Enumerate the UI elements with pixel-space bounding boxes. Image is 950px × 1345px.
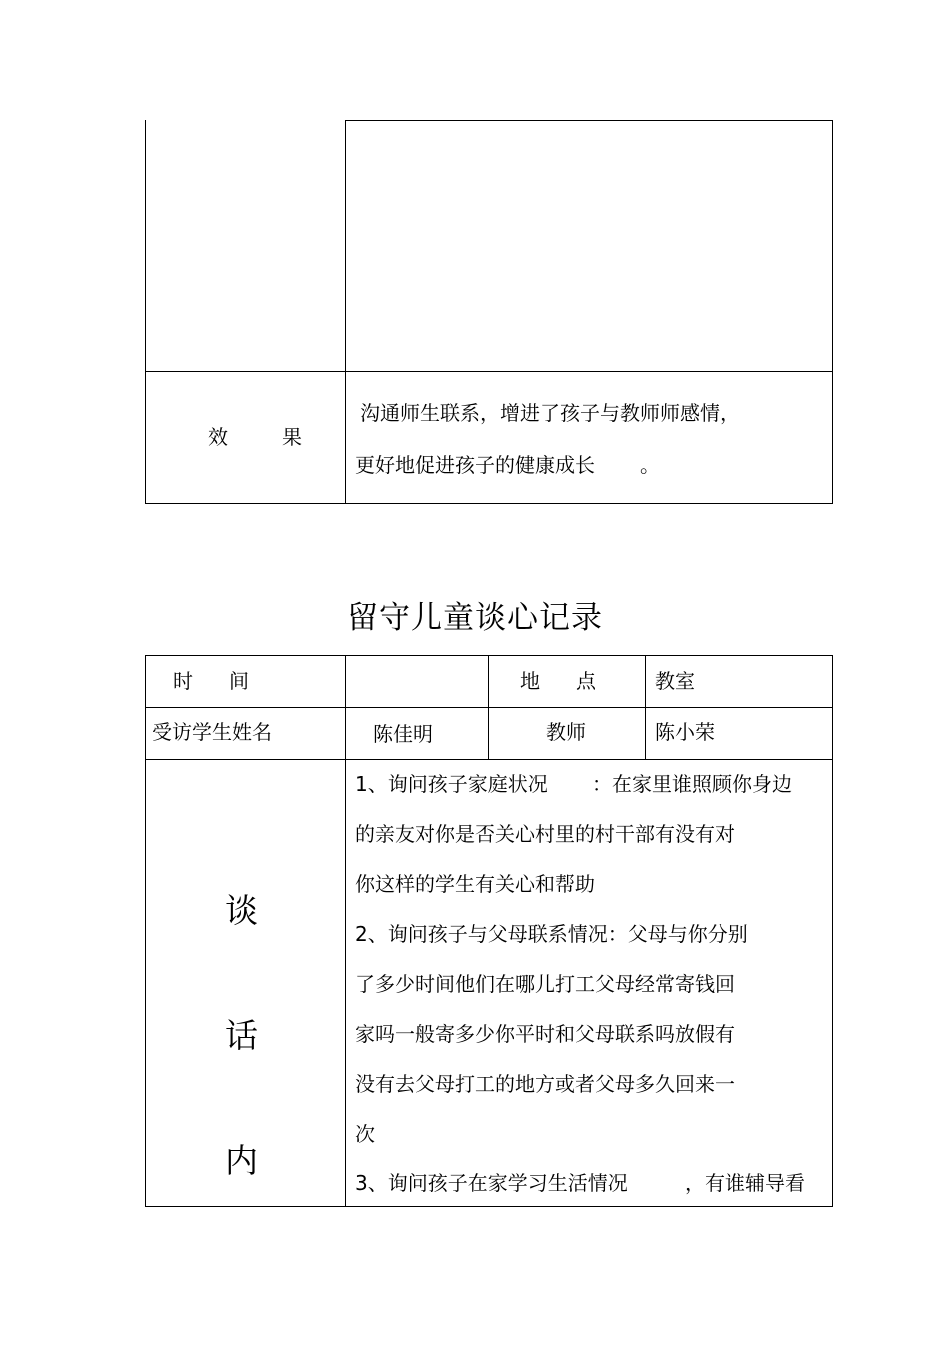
content-line-1b: ：在家里谁照顾你身边 bbox=[592, 772, 792, 796]
record-col-divider-2 bbox=[488, 655, 489, 760]
record-row-divider-1 bbox=[145, 707, 833, 708]
content-label-char3: 内 bbox=[225, 1141, 258, 1180]
effect-label-char1: 效 bbox=[208, 425, 228, 449]
content-line-3: 你这样的学生有关心和帮助 bbox=[355, 872, 595, 896]
record-border-bottom bbox=[145, 1206, 833, 1207]
content-label-char1: 谈 bbox=[225, 891, 258, 930]
place-label-char2: 点 bbox=[576, 669, 596, 693]
place-value: 教室 bbox=[655, 669, 695, 693]
record-border-left bbox=[145, 655, 146, 1207]
student-label: 受访学生姓名 bbox=[152, 720, 272, 744]
content-line-2: 的亲友对你是否关心村里的村干部有没有对 bbox=[355, 822, 735, 846]
table-border-bottom bbox=[145, 503, 833, 504]
effect-text-line2: 更好地促进孩子的健康成长 bbox=[355, 453, 595, 477]
effect-text-line2-end: 。 bbox=[640, 453, 660, 477]
time-label-char2: 间 bbox=[229, 669, 249, 693]
student-value: 陈佳明 bbox=[373, 722, 433, 746]
table-row-divider bbox=[145, 371, 833, 372]
content-line-5: 了多少时间他们在哪儿打工父母经常寄钱回 bbox=[355, 972, 735, 996]
table-border-top bbox=[345, 120, 833, 121]
record-border-right bbox=[832, 655, 833, 1207]
content-line-7: 没有去父母打工的地方或者父母多久回来一 bbox=[355, 1072, 735, 1096]
record-border-top bbox=[145, 655, 833, 656]
teacher-label: 教师 bbox=[546, 720, 586, 744]
content-line-1a: 1、询问孩子家庭状况 bbox=[355, 772, 548, 796]
effect-label-char2: 果 bbox=[282, 425, 302, 449]
place-label-char1: 地 bbox=[520, 669, 540, 693]
time-label-char1: 时 bbox=[173, 669, 193, 693]
record-row-divider-2 bbox=[145, 759, 833, 760]
table-border-right bbox=[832, 120, 833, 504]
effect-text-line1: 沟通师生联系，增进了孩子与教师师感情， bbox=[360, 401, 740, 425]
record-col-divider-1 bbox=[345, 655, 346, 1207]
content-line-4: 2、询问孩子与父母联系情况：父母与你分别 bbox=[355, 922, 748, 946]
content-line-9a: 3、询问孩子在家学习生活情况 bbox=[355, 1171, 628, 1195]
page-title: 留守儿童谈心记录 bbox=[347, 600, 603, 636]
table-border-left bbox=[145, 120, 146, 504]
content-label-char2: 话 bbox=[225, 1016, 258, 1055]
content-line-6: 家吗一般寄多少你平时和父母联系吗放假有 bbox=[355, 1022, 735, 1046]
record-col-divider-3 bbox=[645, 655, 646, 760]
content-line-9b: ，有谁辅导看 bbox=[685, 1171, 805, 1195]
content-line-8: 次 bbox=[355, 1122, 375, 1146]
table-border-mid bbox=[345, 120, 346, 504]
teacher-value: 陈小荣 bbox=[655, 720, 715, 744]
